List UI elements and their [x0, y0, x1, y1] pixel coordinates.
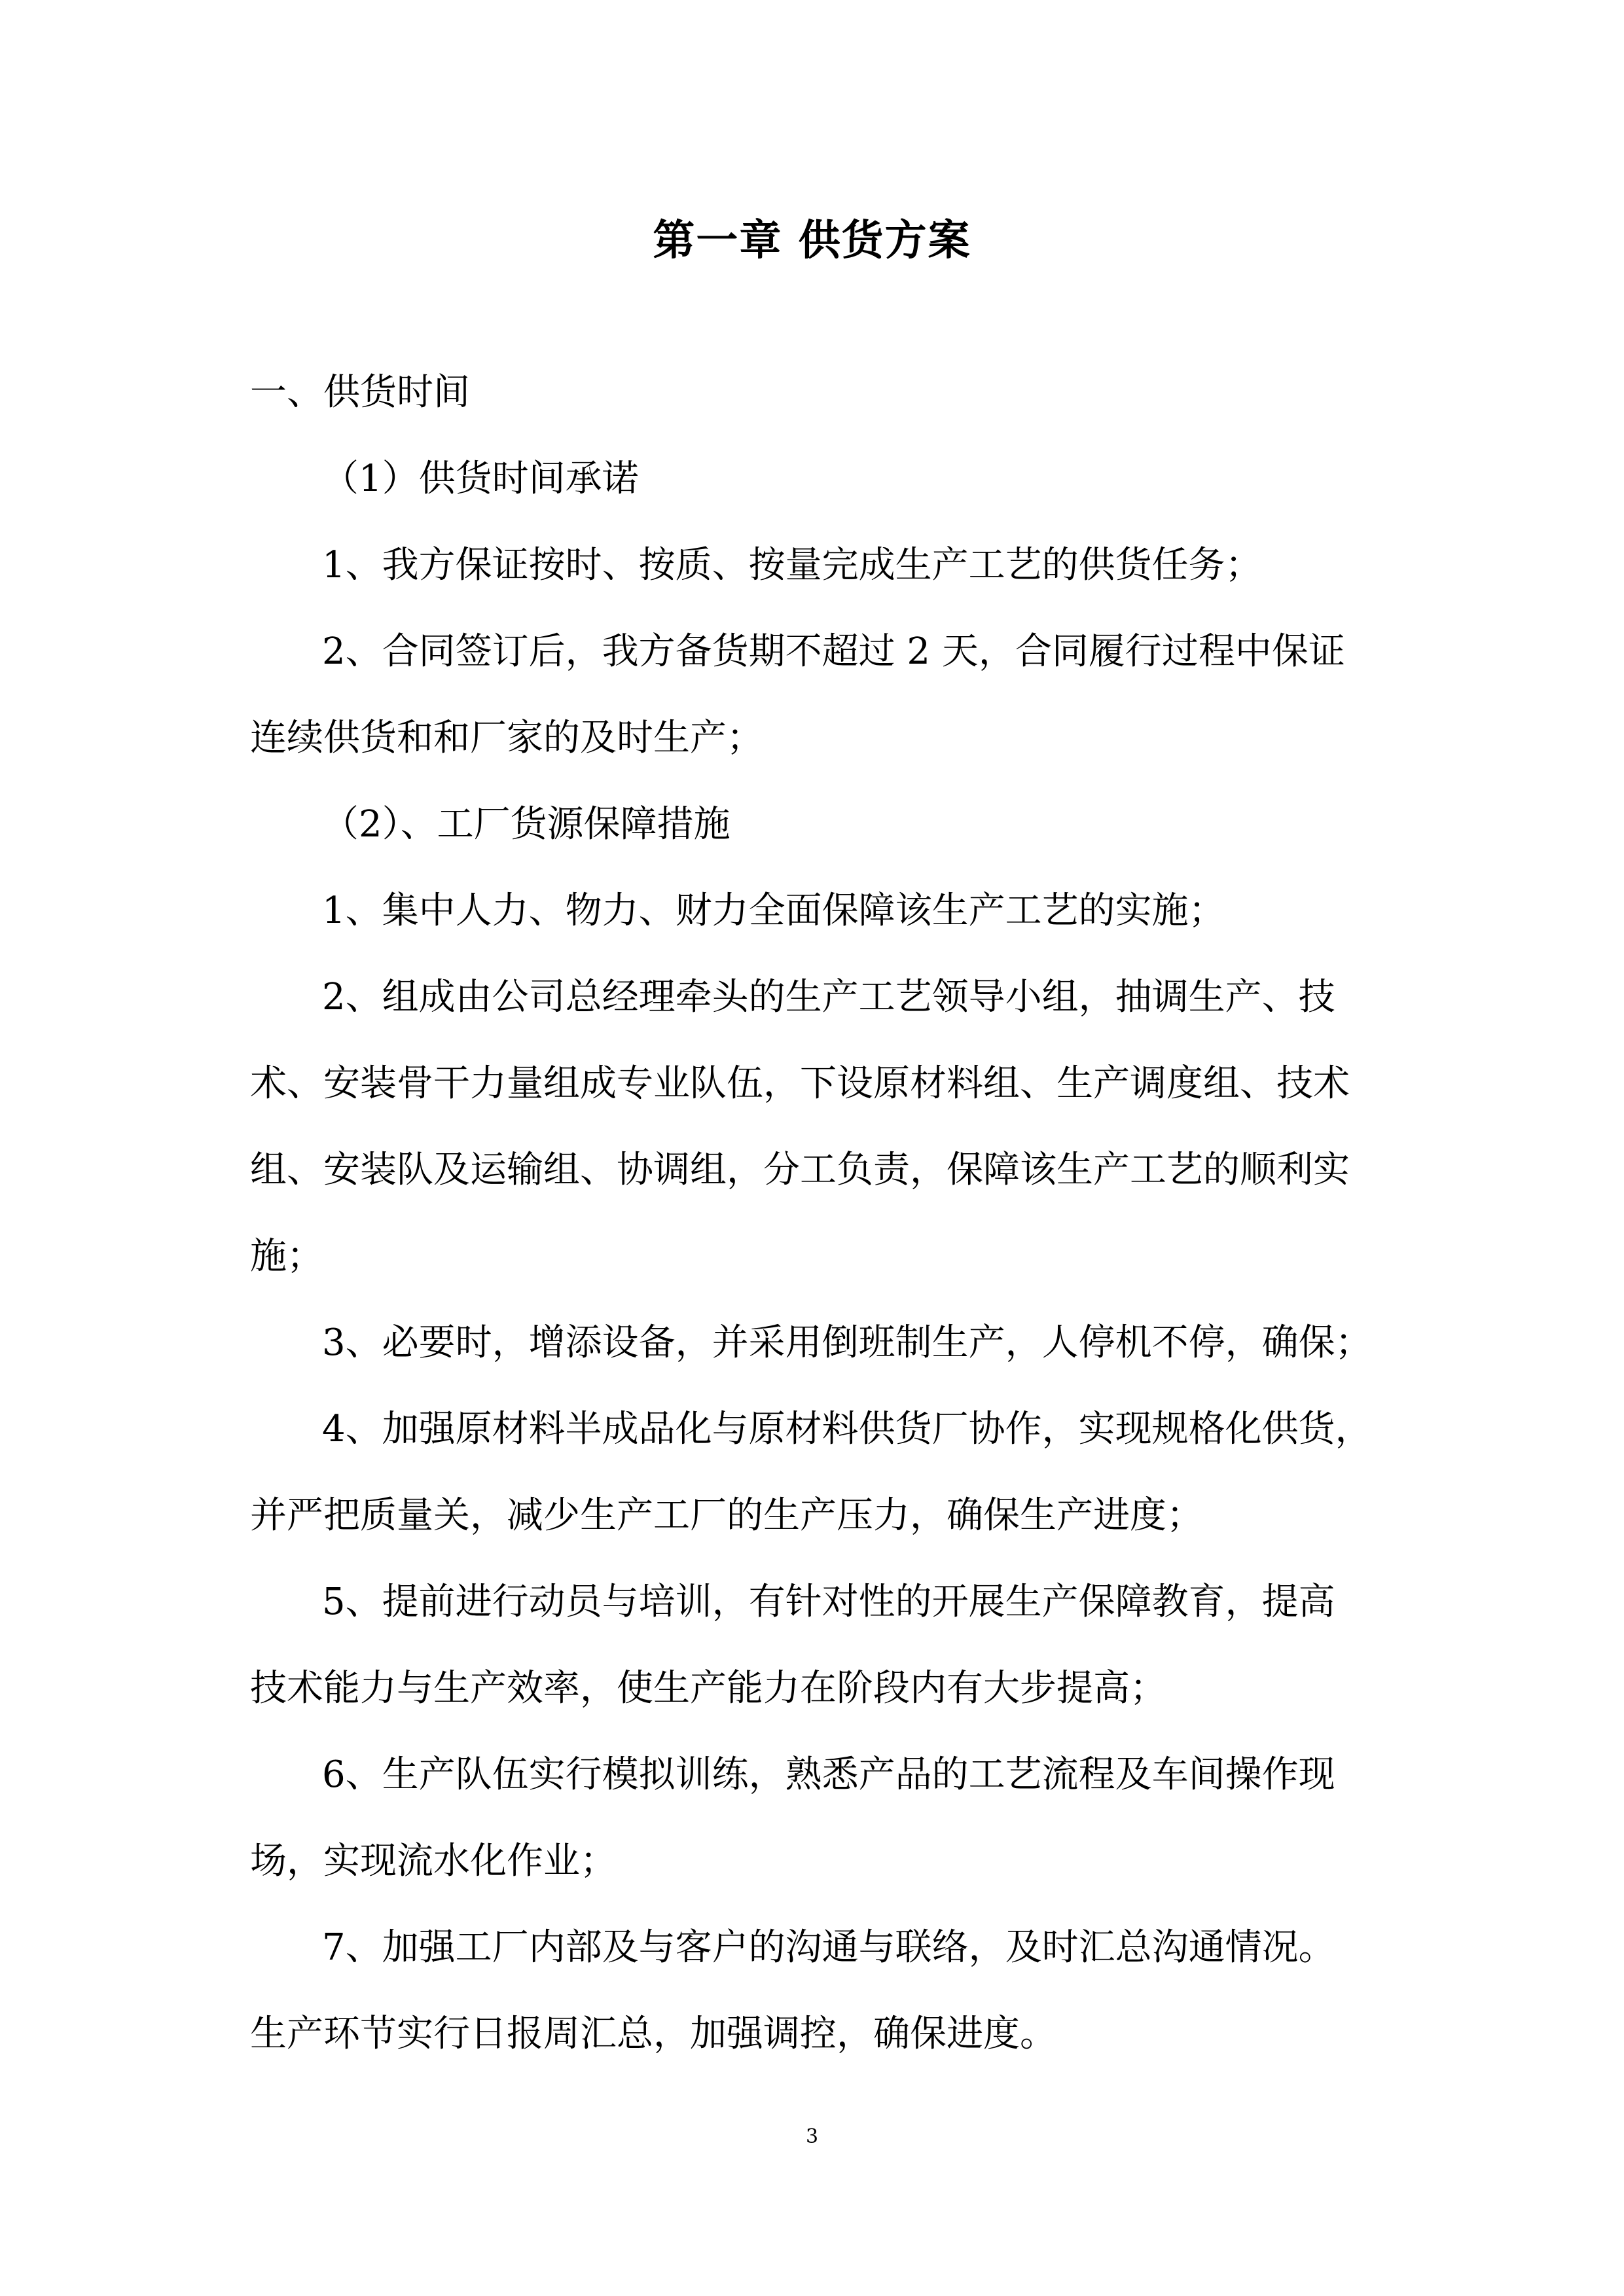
- paragraph-line: 连续供货和和厂家的及时生产；: [250, 717, 763, 759]
- paragraph-line: 2、合同签订后，我方备货期不超过 2 天，合同履行过程中保证: [322, 630, 1345, 673]
- paragraph-line: 6、生产队伍实行模拟训练，熟悉产品的工艺流程及车间操作现: [322, 1753, 1335, 1796]
- paragraph-line: 组、安装队及运输组、协调组，分工负责，保障该生产工艺的顺利实: [250, 1149, 1350, 1191]
- paragraph-line: 施；: [250, 1235, 323, 1278]
- paragraph-line: 7、加强工厂内部及与客户的沟通与联络，及时汇总沟通情况。: [322, 1926, 1335, 1969]
- paragraph-line: 1、我方保证按时、按质、按量完成生产工艺的供货任务；: [322, 544, 1262, 586]
- paragraph-line: 4、加强原材料半成品化与原材料供货厂协作，实现规格化供货，: [322, 1408, 1372, 1450]
- paragraph-line: 5、提前进行动员与培训，有针对性的开展生产保障教育，提高: [322, 1581, 1335, 1623]
- paragraph-line: 场，实现流水化作业；: [250, 1840, 617, 1882]
- subsection-heading: （2）、工厂货源保障措施: [322, 803, 731, 846]
- section-heading: 一、供货时间: [250, 371, 470, 414]
- paragraph-line: 技术能力与生产效率，使生产能力在阶段内有大步提高；: [250, 1667, 1166, 1710]
- paragraph-line: 1、集中人力、物力、财力全面保障该生产工艺的实施；: [322, 889, 1225, 932]
- paragraph-line: 2、组成由公司总经理牵头的生产工艺领导小组，抽调生产、技: [322, 976, 1335, 1018]
- paragraph-line: 术、安装骨干力量组成专业队伍，下设原材料组、生产调度组、技术: [250, 1062, 1350, 1105]
- paragraph-line: 3、必要时，增添设备，并采用倒班制生产，人停机不停，确保；: [322, 1321, 1372, 1364]
- chapter-title: 第一章 供货方案: [653, 217, 971, 265]
- paragraph-line: 并严把质量关，减少生产工厂的生产压力，确保生产进度；: [250, 1494, 1203, 1537]
- paragraph-line: 生产环节实行日报周汇总，加强调控，确保进度。: [250, 2013, 1056, 2055]
- page-number: 3: [805, 2125, 819, 2148]
- subsection-heading: （1）供货时间承诺: [322, 457, 639, 500]
